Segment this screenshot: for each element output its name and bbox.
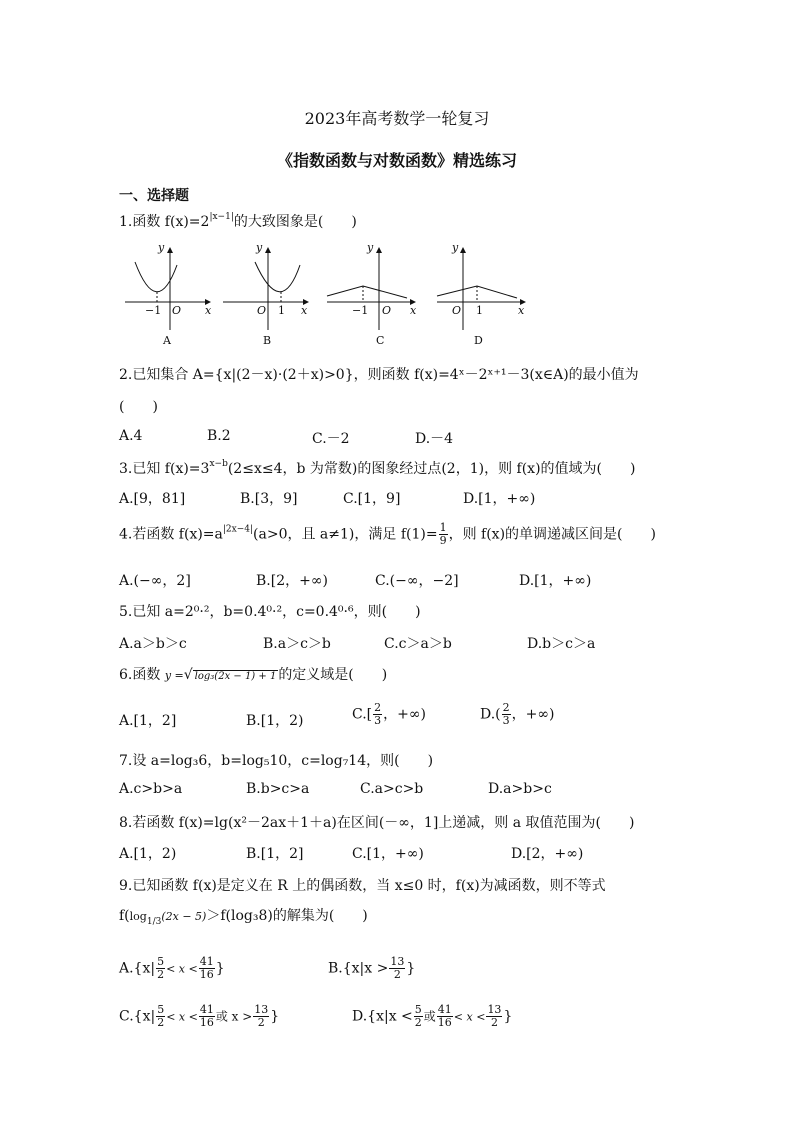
graph-a-tick: −1 xyxy=(145,304,162,317)
q3-option-a: A.[9，81] xyxy=(119,491,186,507)
q8-option-a: A.[1，2) xyxy=(119,846,177,862)
question-9-line2: $f(\log_{1/3}(2x - 5)>f(\log_38)$的解集为( ) xyxy=(119,908,368,927)
graph-d-tick: 1 xyxy=(476,304,483,317)
graph-c-x: x xyxy=(410,304,417,317)
question-1: 1.函数 $f(x)=2^{|x-1|}$的大致图象是( ) xyxy=(119,212,357,230)
question-4: 4.若函数 $f(x)=a^{|2x-4|}(a>0$，且 a≠1)，满足 f(1)= $\frac{1}{9}$ ，则 f(x)的单调递减区间是( ) xyxy=(119,521,656,547)
graph-b xyxy=(223,248,308,330)
graph-c-o: O xyxy=(382,304,392,317)
q6-option-c: C.[ $\frac{2}{3}$ ，+∞) xyxy=(352,701,426,727)
graph-a-y: y xyxy=(158,241,165,254)
graph-d-x: x xyxy=(518,304,525,317)
graph-a xyxy=(125,248,210,330)
q2-option-c: C.－2 xyxy=(312,431,350,447)
graph-c-y: y xyxy=(367,241,374,254)
q4-option-b: B.[2，+∞) xyxy=(256,573,328,589)
q3-option-c: C.[1，9] xyxy=(343,491,401,507)
graph-d-y: y xyxy=(452,241,459,254)
graph-b-label: B xyxy=(263,334,272,347)
q1-graphs xyxy=(115,240,535,350)
question-2: 2.已知集合 A={x|(2－x)·(2＋x)>0}，则函数 f(x)=4ˣ－2ˣ⁺¹－3(x∈A)的最小值为 xyxy=(119,367,639,383)
question-9: 9.已知函数 f(x)是定义在 R 上的偶函数，当 x≤0 时，f(x)为减函数，则不等式 xyxy=(119,878,606,894)
q4-option-d: D.[1，+∞) xyxy=(519,573,592,589)
graph-b-x: x xyxy=(301,304,308,317)
q8-option-b: B.[1，2] xyxy=(246,846,304,862)
document-title: 2023年高考数学一轮复习 xyxy=(304,109,490,128)
q5-option-b: B.a＞c＞b xyxy=(263,636,331,652)
section-heading: 一、选择题 xyxy=(119,188,189,204)
q6-option-b: B.[1，2) xyxy=(246,713,304,729)
q5-option-a: A.a＞b＞c xyxy=(119,636,187,652)
question-5: 5.已知 a=2⁰·²，b=0.4⁰·²，c=0.4⁰·⁶，则( ) xyxy=(119,604,421,620)
question-7: 7.设 a=log₃6，b=log₅10，c=log₇14，则( ) xyxy=(119,753,434,769)
question-2-paren: ( ) xyxy=(119,399,158,415)
graph-b-o: O xyxy=(257,304,267,317)
q9-option-b: B.{x|x > $\frac{13}{2}$ } xyxy=(328,955,416,981)
q7-option-c: C.a>c>b xyxy=(360,781,424,797)
graph-d xyxy=(437,248,525,330)
graph-a-x: x xyxy=(205,304,212,317)
q4-option-a: A.(−∞，2] xyxy=(119,573,191,589)
q2-option-d: D.－4 xyxy=(415,431,454,447)
fraction: $\frac{1}{9}$ xyxy=(439,521,447,547)
q2-option-b: B.2 xyxy=(207,428,231,444)
q8-option-c: C.[1，+∞) xyxy=(352,846,424,862)
graph-c-tick: −1 xyxy=(352,304,369,317)
q5-option-c: C.c＞a＞b xyxy=(384,636,452,652)
q5-option-d: D.b＞c＞a xyxy=(527,636,596,652)
document-subtitle: 《指数函数与对数函数》精选练习 xyxy=(276,151,517,170)
question-8: 8.若函数 f(x)=lg(x²－2ax＋1＋a)在区间(－∞，1]上递减，则 a 取值范围为( ) xyxy=(119,815,635,831)
graph-b-y: y xyxy=(256,241,263,254)
q6-option-a: A.[1，2] xyxy=(119,713,177,729)
q7-option-d: D.a>b>c xyxy=(488,781,552,797)
graph-d-o: O xyxy=(452,304,462,317)
graph-a-o: O xyxy=(172,304,182,317)
graph-a-label: A xyxy=(163,334,171,347)
question-6: 6.函数 y =√ log₃(2x − 1) + 1 的定义域是( ) xyxy=(119,667,388,683)
q6-option-d: D.( $\frac{2}{3}$ ，+∞) xyxy=(480,701,555,727)
graph-b-tick: 1 xyxy=(278,304,285,317)
graph-d-label: D xyxy=(474,334,483,347)
q4-option-c: C.(−∞，−2] xyxy=(375,573,459,589)
q2-option-a: A.4 xyxy=(119,428,143,444)
graph-c xyxy=(327,248,415,330)
q9-option-c: C.{x| $\frac{5}{2}$ < x < $\frac{41}{16}$ 或 x > $\frac{13}{2}$ } xyxy=(119,1003,280,1029)
question-3: 3.已知 $f(x)=3^{x-b}(2\le x\le 4$，b 为常数)的图象经过点(2，1)，则 f(x)的值域为( ) xyxy=(119,459,636,477)
q3-option-b: B.[3，9] xyxy=(240,491,298,507)
q7-option-a: A.c>b>a xyxy=(119,781,183,797)
q9-option-d: D.{x|x < $\frac{5}{2}$ 或 $\frac{41}{16}$ < x < $\frac{13}{2}$ } xyxy=(352,1003,513,1029)
q9-option-a: A.{x| $\frac{5}{2}$ < x < $\frac{41}{16}$ } xyxy=(119,955,225,981)
q8-option-d: D.[2，+∞) xyxy=(511,846,584,862)
graph-c-label: C xyxy=(376,334,385,347)
q3-option-d: D.[1，+∞) xyxy=(463,491,536,507)
q7-option-b: B.b>c>a xyxy=(246,781,310,797)
